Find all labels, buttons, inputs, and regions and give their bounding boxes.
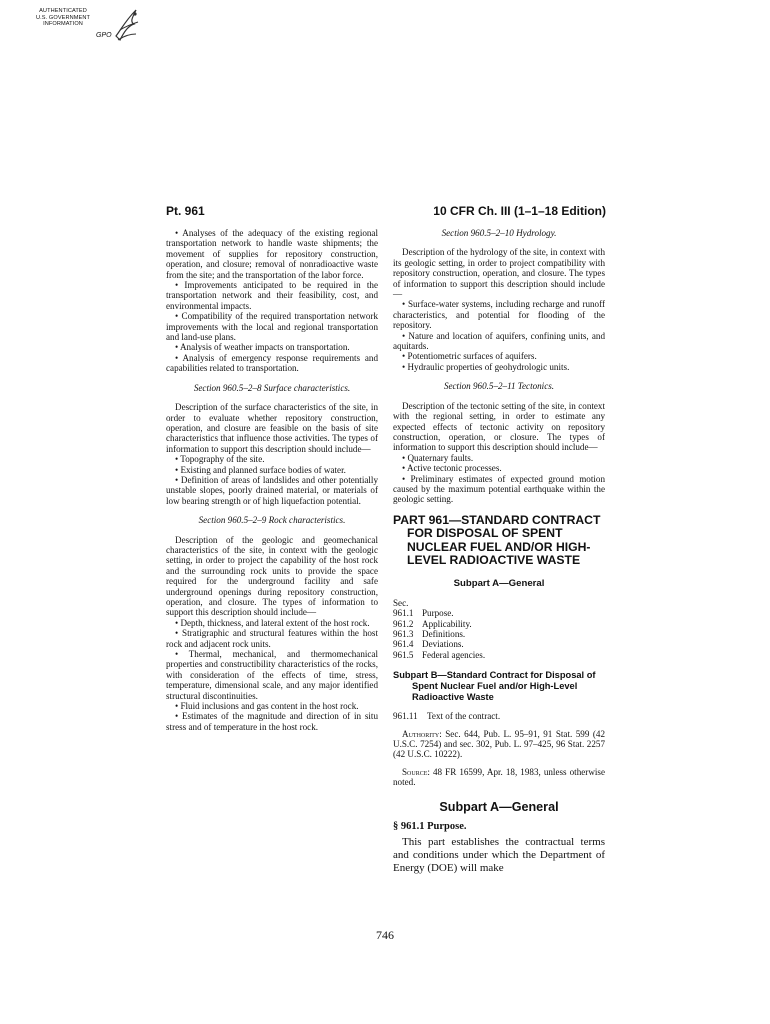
- toc-entry-title: Purpose.: [422, 608, 454, 619]
- purpose-text: This part establishes the contractual terms and conditions under which the Department of Energy (DOE) will make: [393, 836, 605, 874]
- authority-label: Authority: [402, 728, 440, 739]
- section-text: Description of the geologic and geomechanical characteristics of the site, in context with the geologic setting, in order to project the capability of the host rock and the surrounding rock units to provide the space required for the underground facility and safe underground openings during repository construction, operation, and closure. The types of information to support this description should include—: [166, 534, 378, 618]
- toc-entry[interactable]: [393, 650, 605, 660]
- bullet-paragraph: • Stratigraphic and structural features within the host rock and adjacent rock units.: [166, 628, 378, 649]
- toc-entry-number: 961.2: [393, 618, 414, 629]
- seal-text: AUTHENTICATED U.S. GOVERNMENT INFORMATION: [35, 8, 91, 28]
- toc-entry[interactable]: [393, 608, 605, 618]
- source-note: [393, 767, 605, 788]
- section-heading: Section 960.5–2–10 Hydrology.: [441, 228, 557, 238]
- bullet-paragraph: • Thermal, mechanical, and thermomechanical properties and constructibility characteristics of the rocks, with consideration of the effects of time, stress, temperature, dimensional scale, and any major identified structural discontinuities.: [166, 649, 378, 701]
- section-heading: Section 960.5–2–11 Tectonics.: [443, 381, 555, 392]
- subpart-a-heading: Subpart A—General: [453, 578, 545, 590]
- section-text: Description of the surface characteristics of the site, in order to evaluate whether repository construction, operation, and closure are feasible on the basis of site characteristics that influence those activities. The types of information to support this description should include—: [166, 402, 378, 454]
- source-label: Source: [402, 766, 428, 777]
- bullet-paragraph: • Potentiometric surfaces of aquifers.: [402, 351, 537, 362]
- bullet-paragraph: • Nature and location of aquifers, confining units, and aquitards.: [393, 330, 605, 352]
- section-heading: Section 960.5–2–9 Rock characteristics.: [198, 515, 346, 526]
- bullet-paragraph: • Depth, thickness, and lateral extent of the host rock.: [175, 617, 370, 628]
- toc-entry-title: Text of the contract.: [427, 711, 501, 722]
- toc-entry-title: Federal agencies.: [422, 649, 486, 660]
- page-number: 746: [376, 928, 394, 942]
- bullet-paragraph: • Topography of the site.: [175, 454, 265, 465]
- section-text: Description of the tectonic setting of the site, in context with the regional setting, in order to estimate any expected effects of tectonic activity on repository construction, operation, or closure. The types of information to support this description should include—: [393, 400, 605, 453]
- toc-entry-number: 961.1: [393, 608, 414, 619]
- bullet-paragraph: • Quaternary faults.: [402, 452, 474, 463]
- bullet-paragraph: • Compatibility of the required transportation network improvements with the local and regional transportation and land-use plans.: [166, 311, 378, 343]
- subpart-b-heading: Subpart B—Standard Contract for Disposal of Spent Nuclear Fuel and/or High-Level Radioactive Waste: [393, 670, 596, 703]
- part-title: PART 961—STANDARD CONTRACT FOR DISPOSAL OF SPENT NUCLEAR FUEL AND/OR HIGH-LEVEL RADIOACTIVE WASTE: [393, 512, 601, 567]
- toc-entry-title: Deviations.: [422, 639, 464, 650]
- bullet-paragraph: • Improvements anticipated to be required in the transportation network and their feasibility, cost, and environmental impacts.: [166, 280, 378, 311]
- bullet-paragraph: • Hydraulic properties of geohydrologic units.: [402, 361, 570, 372]
- toc-entry[interactable]: [393, 639, 605, 649]
- toc-entry-number: 961.3: [393, 629, 414, 639]
- right-column: [393, 228, 605, 874]
- toc-entry-number: 961.4: [393, 639, 414, 650]
- running-header-left: Pt. 961: [166, 204, 205, 218]
- bullet-paragraph: • Analysis of weather impacts on transportation.: [175, 342, 350, 353]
- toc-entry[interactable]: [393, 629, 605, 639]
- bullet-paragraph: • Fluid inclusions and gas content in the host rock.: [175, 701, 359, 712]
- source-text: : 48 FR 16599, Apr. 18, 1983, unless otherwise noted.: [393, 766, 605, 788]
- bullet-paragraph: • Existing and planned surface bodies of water.: [175, 464, 346, 475]
- authority-text: : Sec. 644, Pub. L. 95–91, 91 Stat. 599 (42 U.S.C. 7254) and sec. 302, Pub. L. 97–425, 96 Stat. 2257 (42 U.S.C. 10222).: [393, 728, 605, 760]
- toc-entry-number: 961.11: [393, 711, 418, 722]
- toc-entry-title: Definitions.: [422, 629, 466, 639]
- bullet-paragraph: • Surface-water systems, including recharge and runoff characteristics, and potential for flooding of the repository.: [393, 299, 605, 331]
- subpart-a-title: Subpart A—General: [439, 799, 559, 814]
- eagle-icon: [112, 6, 142, 46]
- seal-gpo-text: GPO: [96, 32, 112, 39]
- toc-entry[interactable]: [393, 711, 605, 721]
- section-961-1-heading: § 961.1 Purpose.: [393, 821, 467, 833]
- bullet-paragraph: • Active tectonic processes.: [402, 463, 502, 474]
- toc-entry[interactable]: [393, 619, 605, 629]
- bullet-paragraph: • Estimates of the magnitude and direction of in situ stress and of temperature in the host rock.: [166, 711, 378, 732]
- authority-note: [393, 729, 605, 760]
- toc-entry-number: 961.5: [393, 649, 414, 660]
- bullet-paragraph: • Preliminary estimates of expected ground motion caused by the maximum potential earthquake within the geologic setting.: [393, 473, 605, 505]
- section-text: Description of the hydrology of the site, in context with its geologic setting, in order to project compatibility with repository construction, operation, and closure. The types of information to support this description should include—: [393, 247, 605, 300]
- running-header-right: 10 CFR Ch. III (1–1–18 Edition): [433, 204, 606, 218]
- section-heading: Section 960.5–2–8 Surface characteristics.: [193, 382, 351, 393]
- bullet-paragraph: • Analyses of the adequacy of the existing regional transportation network to handle waste shipments; the movement of supplies for repository construction, operation, and closure; removal of nonradioactive waste from the site; and the transportation of the labor force.: [166, 228, 378, 280]
- left-column: [166, 228, 378, 732]
- bullet-paragraph: • Analysis of emergency response requirements and capabilities related to transportation.: [166, 352, 378, 374]
- toc-entry-title: Applicability.: [422, 618, 472, 629]
- bullet-paragraph: • Definition of areas of landslides and other potentially unstable slopes, poorly drained material, or materials of low bearing strength or of high liquefaction potential.: [166, 474, 378, 506]
- toc-sec-label: Sec.: [393, 597, 409, 608]
- gpo-authentication-seal: [24, 6, 142, 46]
